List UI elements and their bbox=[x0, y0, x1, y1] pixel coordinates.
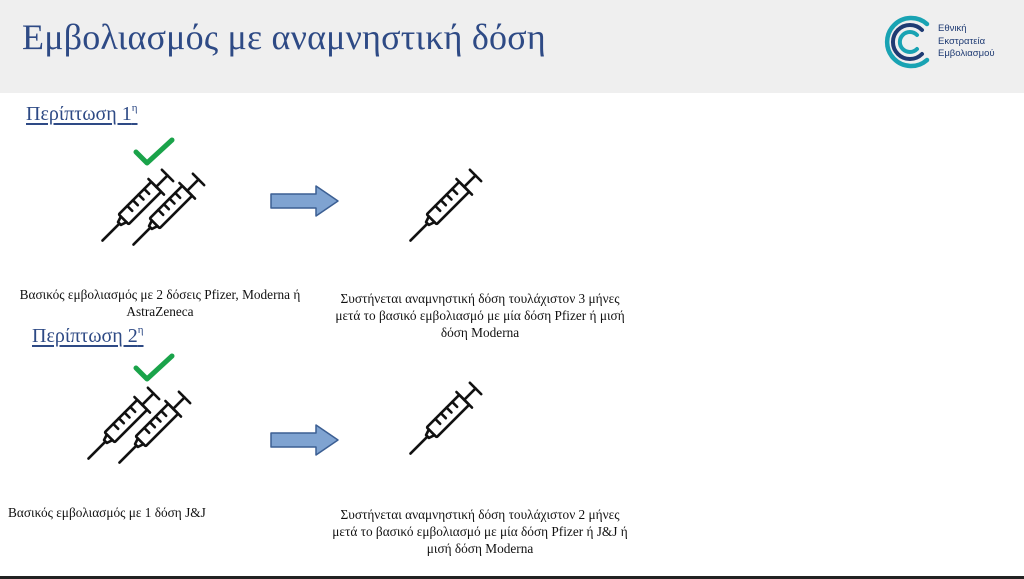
case-2-left-caption: Βασικός εμβολιασμός με 1 δόση J&J bbox=[8, 505, 206, 520]
two-syringes-icon bbox=[76, 378, 206, 478]
campaign-logo-text bbox=[938, 23, 995, 61]
arrow-right-icon bbox=[268, 422, 342, 458]
case-1-left-caption: Βασικός εμβολιασμός με 2 δόσεις Pfizer, Moderna ή AstraZeneca bbox=[19, 287, 301, 319]
case-1-heading-text: Περίπτωση 1 bbox=[26, 103, 132, 125]
case-1-right-caption: Συστήνεται αναμνηστική δόση τουλάχιστον 3 μήνες μετά το βασικό εμβολιασμό με μία δόση Pfizer ή μισή δόση Moderna bbox=[335, 291, 625, 340]
syringe-icon bbox=[395, 375, 495, 471]
case-2-heading-text: Περίπτωση 2 bbox=[32, 325, 138, 347]
logo-line-1: Εθνική bbox=[938, 23, 967, 34]
campaign-logo-icon bbox=[880, 12, 936, 72]
case-1-heading-sup: η bbox=[131, 102, 138, 114]
case-1-heading bbox=[26, 102, 138, 126]
case-2-heading-sup: η bbox=[137, 324, 144, 336]
two-syringes-icon bbox=[90, 160, 220, 260]
campaign-logo bbox=[880, 12, 1020, 72]
logo-line-2: Εκστρατεία bbox=[938, 35, 986, 47]
case-2-heading bbox=[32, 324, 144, 348]
page-title: Εμβολιασμός με αναμνηστική δόση bbox=[22, 17, 546, 57]
arrow-right-icon bbox=[268, 183, 342, 219]
case-2-right-caption: Συστήνεται αναμνηστική δόση τουλάχιστον 2 μήνες μετά το βασικό εμβολιασμό με μία δόση Pfizer ή J&J ή μισή δόση Moderna bbox=[332, 507, 628, 556]
syringe-icon bbox=[395, 162, 495, 258]
logo-line-3: Εμβολιασμού bbox=[938, 48, 995, 59]
